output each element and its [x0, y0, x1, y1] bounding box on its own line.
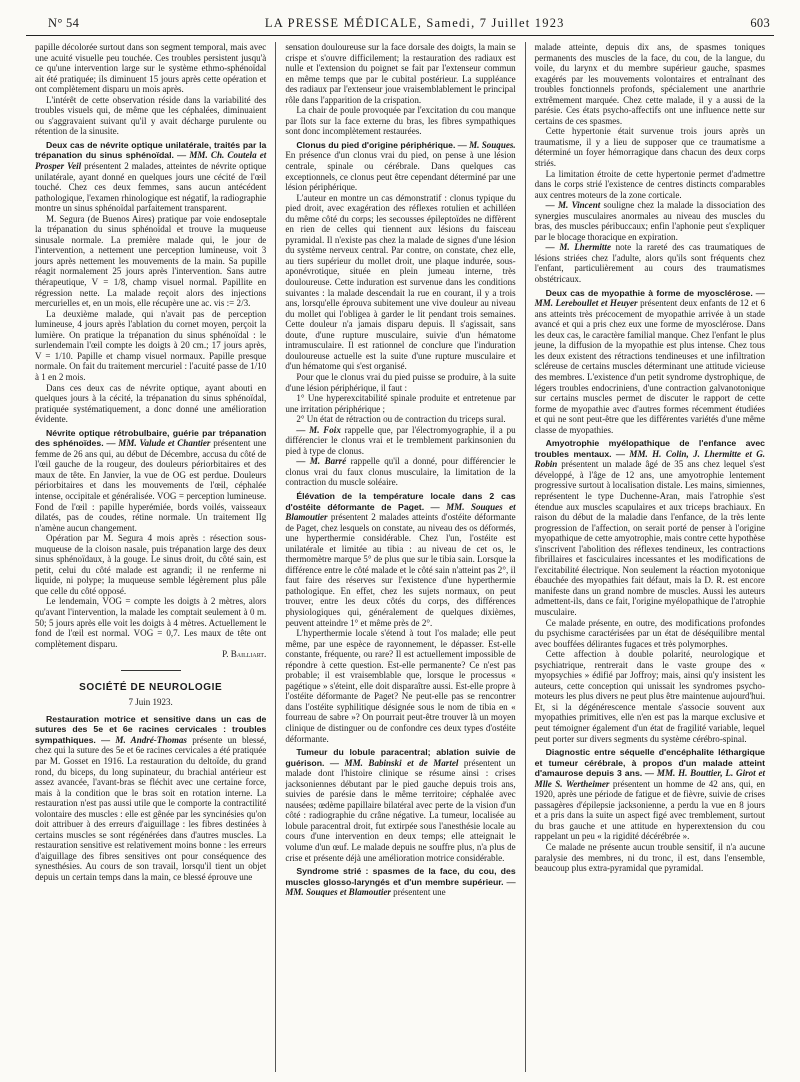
communication-text: présentent une: [393, 887, 446, 898]
society-heading: SOCIÉTÉ DE NEUROLOGIE: [79, 681, 223, 693]
communication-title: Clonus du pied d'origine périphérique.: [296, 139, 456, 150]
communication: [285, 140, 515, 193]
communication-title: Tumeur du lobule paracentral; ablation suivie de guérison.: [285, 747, 516, 768]
paragraph: 2° Un état de rétraction ou de contraction du triceps sural.: [296, 414, 506, 425]
communication-authors: — M. André-Thomas: [101, 734, 187, 745]
paragraph: Pour que le clonus vrai du pied puisse se produire, à la suite d'une lésion périphérique, il faut :: [285, 371, 516, 393]
communication-text: présentent 2 malades atteints d'ostéite déformante de Paget, chez lesquels on constate, au niveau des os déformés, une hyperthermie considérable. Chez l'un, l'ostéite est unilatérale et limitée au tibia : au niveau de cet os, le thermomètre marque 5° de plus que sur le tibia sain. Lorsque la différence entre le côté malade et le côté sain n'atteint pas 2°, il faut faire des réserves sur l'existence d'une hyperthermie pathologique. En effet, chez les sujets normaux, on peut trouver, entre les deux côtés du corps, des différences physiologiques qui, généralement de quelques dixièmes, peuvent atteindre 1° et même près de 2°.: [285, 512, 516, 628]
header-rule: [26, 35, 774, 36]
page-number: 603: [750, 16, 770, 30]
communication-text: présentent deux enfants de 12 et 6 ans atteints très précocement de myopathie arrivée à un stade avancé et qui a pris chez eux une forme de myosclérose. Dans les deux cas, le caractère familial manque. Chez l'enfant le plus jeune, la diffusion de la myopathie est plus intense. Chez tous les deux existent des rétractions tendineuses et une infiltration scléreuse de certains muscles déterminant une attitude vicieuse des membres. L'existence d'un petit syndrome dystrophique, de légers troubles endocriniens, d'une contraction galvanotonique sur certains muscles permet de discuter le rapport de cette forme de myopathie avec d'autres formes récemment étudiées et qui ne sont peut-être que les différentes variétés d'une même classe de myopathies.: [534, 298, 765, 435]
communication-text: présentent une femme de 26 ans qui, au début de Décembre, accusa du côté de l'œil gauche de la rougeur, des douleurs périorbitaires et des maux de tête. En Janvier, la vue de OG est perdue. Douleurs périorbitaires et dans les mouvements de l'œil, céphalée intense, occipitale et généralisée. VOG = perception lumineuse. Fond de l'œil : papille hyperémiée, bords voilés, vaisseaux dilatés, pas de coudes, rétine normale. Un traitement IIg n'amène aucun changement.: [35, 438, 267, 533]
paragraph: Cette affection à double polarité, neurologique et psychiatrique, rentrerait dans le vaste groupe des « myopsychies » édifié par Joffroy; mais, ainsi qu'y insistent les auteurs, cette conception qui unissait les syndromes psycho-moteurs les plus divers ne peut plus être maintenue aujourd'hui. Et, si la dégénérescence mentale s'associe souvent aux myopathies primitives, elle n'en est pas la marque exclusive et peut témoigner également d'un état de fragilité variable, lequel peut porter sur divers segments du système cérébro-spinal.: [534, 649, 765, 744]
remark-text: rappelle que, par l'électromyographie, il a pu différencier le clonus vrai et le tremblement parkinsonien du pied à type de clonus.: [285, 424, 516, 456]
paragraph: 1° Une hyperexcitabilité spinale produite et entretenue par une irritation périphérique ;: [285, 393, 516, 414]
column-middle: [275, 42, 524, 1072]
communication-title: Deux cas de névrite optique unilatérale, traités par la trépanation du sinus sphénoïdal.: [35, 139, 267, 161]
session-date: 7 Juin 1923.: [128, 697, 173, 708]
paragraph: La chair de poule provoquée par l'excitation du cou manque par îlots sur la face externe du bras, les fibres sympathiques sont donc incomplètement restaurées.: [285, 105, 516, 137]
remark: [285, 456, 515, 488]
paragraph: Le lendemain, VOG = compte les doigts à 2 mètres, alors qu'avant l'intervention, la malade les comptait seulement à 0 m. 50; 5 jours après elle voit les doigts à 4 mètres. Actuellement le fond de l'œil est normal. VOG = 0,7. Les maux de tête ont complètement disparu.: [35, 596, 267, 649]
communication: [35, 428, 266, 533]
communication: [35, 140, 266, 214]
section-separator: [121, 670, 181, 671]
communication-authors: — MM. H. Bouttier, L. Girot et Mlle S. Wertheimer: [534, 768, 765, 789]
communication-authors: — MM. Lereboullet et Heuyer: [534, 287, 765, 309]
paragraph: Cette hypertonie était survenue trois jours après un traumatisme, il y a lieu de supposer que ce traumatisme a déterminé un foyer hémorragique dans chacun des deux corps striés.: [534, 126, 765, 169]
communication-title: Amyotrophie myélopathique de l'enfance avec troubles mentaux.: [534, 438, 765, 459]
remark-author: — M. Foix: [296, 424, 341, 435]
issue-number: N° 54: [48, 16, 80, 30]
communication: [535, 747, 765, 842]
communication-authors: — MM. Valude et Chantier: [106, 438, 211, 449]
paragraph: La deuxième malade, qui n'avait pas de perception lumineuse, 4 jours après l'ablation du cornet moyen, perçoit la lumière. On pratique la trépanation du sinus sphénoïdal : le surlendemain l'œil compte les doigts à 20 cm.; 17 jours après, V = 1/10. Papille et champ visuel normaux. Papille presque normale. On fait du traitement mercuriel : l'acuité passe de 1/10 à 1 en 2 mois.: [35, 308, 267, 382]
column-left: [26, 42, 275, 1072]
communication: [535, 288, 765, 436]
remark-author: — M. Lhermitte: [545, 242, 611, 253]
paragraph: Opération par M. Segura 4 mois après : résection sous-muqueuse de la cloison nasale, puis trépanation large des deux sinus sphénoïdaux, à la gouge. Le sinus droit, du côté sain, est petit, celui du côté malade est agrandi; il ne renferme ni liquide, ni polype; la muqueuse semble légèrement plus pâle que celle du côté opposé.: [35, 533, 267, 596]
signature: P. Bailliart.: [222, 649, 267, 660]
text-columns: [26, 42, 774, 1072]
remark-text: note la rareté des cas traumatiques de lésions striées chez l'adulte, alors qu'ils sont fréquents chez l'enfant, particulièrement au cours des traumatismes obstétricaux.: [534, 242, 765, 285]
remark: [535, 200, 765, 242]
communication-title: Deux cas de myopathie à forme de myosclérose.: [545, 287, 753, 298]
paragraph: sensation douloureuse sur la face dorsale des doigts, la main se crispe et s'ouvre difficilement; la restauration des radiaux est nulle et l'extension du poignet se fait par l'extenseur commun en même temps que par le cubital postérieur. La suppléance des radiaux par l'extenseur joue vraisemblablement le principal rôle dans l'apparition de la crispation.: [285, 42, 516, 105]
paragraph: La limitation étroite de cette hypertonie permet d'admettre dans le corps strié l'existence de centres distincts comparables aux centres moteurs de la zone corticale.: [534, 168, 765, 200]
paragraph: L'auteur en montre un cas démonstratif : clonus typique du pied droit, avec exagération des réflexes rotulien et achilléen du même côté du corps; les secousses épileptoïdes ne diffèrent en rien de celles qui tiennent aux lésions du faisceau pyramidal. Il n'existe pas chez la malade de signes d'une lésion du système nerveux central. Par contre, on constate, chez elle, au tiers supérieur du mollet droit, une plaque indurée, sous-aponévrotique, située en plein jumeau interne, très douloureuse. Cette induration est survenue dans les conditions suivantes : la malade descendait la rue en courant, il y a trois ans, lorsqu'elle éprouva subitement une vive douleur au niveau du mollet qui l'obligea à garder le lit pendant trois semaines. Cette douleur n'a jamais disparu depuis. Il s'agissait, sans doute, d'une rupture musculaire, suivie d'un hématome intramusculaire. Il est rationnel de conclure que l'induration douloureuse actuelle est la suite d'une rupture musculaire et d'un hématome qui s'est organisé.: [285, 192, 516, 372]
communication-authors: — MM. Ch. Coutela et Prosper Veil: [35, 150, 267, 172]
communication-text: présentent un homme de 42 ans, qui, en 1920, après une période de fatigue et de fièvre, suivie de crises passagères d'épilepsie jacksonienne, a perdu la vue en 8 jours et a pris dans la suite un aspect figé avec tremblement, surtout du bras gauche et une attitude en hyperextension du cou rappelant un peu « la rigidité décérébrée ».: [534, 778, 765, 842]
communication-authors: — MM. Babinski et de Martel: [329, 757, 459, 768]
remark: [285, 425, 515, 457]
paragraph: L'intérêt de cette observation réside dans la variabilité des troubles visuels qui, de même que les céphalées, diminuaient ou s'aggravaient suivant qu'il y avait décharge purulente ou rétention de la sinusite.: [35, 94, 267, 137]
paragraph: malade atteinte, depuis dix ans, de spasmes toniques permanents des muscles de la face, du cou, de la langue, du voile, du larynx et du membre supérieur gauche, spasmes exagérés par les mouvements volontaires et entraînant des troubles fonctionnels profonds, spécialement une anarthrie extrêmement marquée. Chez cette malade, il y a aussi de la parésie. Ces états psycho-affectifs ont une influence nette sur certains de ces spasmes.: [534, 42, 765, 126]
communication-authors: — MM. Souques et Blamoutier: [285, 876, 516, 898]
remark-author: — M. Barré: [296, 456, 347, 467]
communication-text: présentent un malade âgé de 35 ans chez lequel s'est développé, à l'âge de 12 ans, une amyotrophie lentement progressive surtout à localisation distale. Les mains, simiennes, représentent le type Duchenne-Aran, mais l'atrophie s'est étendue aux muscles scapulaires et aux triceps brachiaux. En raison du début de la maladie dans l'enfance, de la très lente progression de l'affection, on serait porté de penser à l'origine myopathique de cette amyotrophie, mais contre cette hypothèse s'inscrivent l'abolition des réflexes tendineux, les contractions fibrillaires et fasciculaires incessantes et les modifications de l'excitabilité électrique. Non seulement la réaction myotonique ébauchée des myopathies fait défaut, mais la D. R. est encore manifeste dans un grand nombre de muscles. Aussi les auteurs admettent-ils, dans ce fait, l'origine myélopathique de l'atrophie musculaire.: [534, 459, 765, 617]
communication-text: présente un blessé, chez qui la suture des 5e et 6e racines cervicales a été pratiquée par M. Gosset en 1916. La restauration du deltoïde, du grand rond, du biceps, du long supinateur, du brachial antérieur est assez avancée, l'avant-bras se fléchit avec une certaine force, mais à la condition que le bras soit en rotation interne. La restauration n'est pas aussi utile que le comporte la contractilité volontaire des muscles : elle est gênée par les syncinésies qu'on doit attribuer à des erreurs d'aiguillage : les fibres destinées à certains muscles se sont régénérées dans d'autres muscles. La restauration sensitive est relativement moins bonne : les erreurs d'aiguillage des fibres sensitives ont pour conséquence des synesthésies. Au cours de son travail, lorsqu'il tient un objet depuis un certain temps dans la main, ce blessé éprouve une: [35, 734, 267, 883]
communication-text: présentent 2 malades, atteintes de névrite optique unilatérale, ayant donné en quelques jours une cécité de l'œil touché. Chez ces deux femmes, sans aucun antécédent pathologique, l'examen rhinologique est négatif, la radiographie montre un sinus sphénoïdal parfaitement transparent.: [35, 161, 267, 214]
communication-text: présentent un malade dont l'histoire clinique se résume ainsi : crises jacksoniennes débutant par le pied gauche depuis trois ans, suivies de parésie dans le même territoire; céphalée avec nausées; œdème papillaire bilatéral avec perte de la vision d'un côté : radiographie du crâne négative. La tumeur, localisée au lobule paracentral droit, fut extirpée sous l'anesthésie locale au cours d'une intervention en deux temps; elle atteignait le volume d'un œuf. Le malade depuis ne souffre plus, n'a plus de crise et présente déjà une amélioration motrice considérable.: [285, 757, 516, 863]
communication-text: En présence d'un clonus vrai du pied, on pense à une lésion centrale, spinale ou cérébrale. Dans quelques cas exceptionnels, ce clonus peut être cependant déterminé par une lésion périphérique.: [285, 150, 516, 193]
paragraph: Ce malade présente, en outre, des modifications profondes du psychisme caractérisées par un état de déséquilibre mental avec bouffées délirantes fugaces et très polymorphes.: [534, 617, 765, 649]
communication: [285, 866, 515, 898]
running-head: [26, 16, 774, 35]
paragraph: M. Segura (de Buenos Aires) pratique par voie endoseptale la trépanation du sinus sphénoïdal et trouve la muqueuse sinusale normale. La première malade qui, le jour de l'intervention, a nettement une perception lumineuse, voit 3 jours après nettement les mouvements de la main. Sa pupille réagit normalement 25 jours après l'intervention. Sans autre thérapeutique, V = 1/8, champ visuel normal. Papillite en régression nette. La malade reçoit alors des injections mercurielles et, en un mois, elle récupère une ac. vis := 2/3.: [35, 213, 267, 309]
communication-title: Élévation de la température locale dans 2 cas d'ostéite déformante de Paget.: [285, 490, 516, 512]
communication-title: Restauration motrice et sensitive dans un cas de sutures des 5e et 6e racines cervicales : troubles sympathiques.: [35, 713, 267, 745]
communication-authors: — M. Souques.: [457, 139, 516, 150]
column-right: [525, 42, 774, 1072]
paragraph: L'hyperthermie locale s'étend à tout l'os malade; elle peut même, par une espèce de rayonnement, le dépasser. Est-elle constante, fréquente, ou rare? Il est actuellement impossible de répondre à cette question. Est-elle permanente? Ce n'est pas probable; il est vraisemblable que, lorsque le processus « pagétique » s'éteint, elle doit disparaître aussi. Est-elle propre à l'ostéite déformante de Paget? Ne peut-elle pas se rencontrer dans l'ostéite syphilitique désignée sous le nom de tibia en « fourreau de sabre »? On pourrait peut-être trouver là un moyen clinique de distinguer ou de confondre ces deux types d'ostéite déformante.: [285, 628, 516, 744]
communication-authors: — MM. Souques et Blamoutier: [285, 501, 516, 523]
communication: [535, 438, 765, 617]
paragraph: Dans ces deux cas de névrite optique, ayant abouti en quelques jours à la cécité, la trépanation du sinus sphénoïdal, pratiquée systématiquement, a donc donné une amélioration évidente.: [35, 382, 267, 425]
journal-title: LA PRESSE MÉDICALE, Samedi, 7 Juillet 1923: [264, 16, 565, 30]
communication-title: Syndrome strié : spasmes de la face, du cou, des muscles glosso-laryngés et d'un membre supérieur.: [285, 866, 516, 887]
communication: [285, 491, 515, 628]
communication: [285, 747, 515, 863]
remark-author: — M. Vincent: [545, 200, 601, 211]
communication: [35, 714, 266, 883]
communication-authors: — MM. H. Colin, J. Lhermitte et G. Robin: [534, 448, 766, 470]
remark: [535, 242, 765, 284]
communication-title: Diagnostic entre séquelle d'encéphalite léthargique et tumeur cérébrale, à propos d'un malade atteint d'amaurose depuis 3 ans.: [534, 747, 765, 779]
remark-text: souligne chez la malade la dissociation des synergies musculaires anormales au niveau des muscles du bras, des muscles péribuccaux; enfin l'aphonie peut s'expliquer par le blocage thoracique en expiration.: [534, 200, 765, 242]
communication-title: Névrite optique rétrobulbaire, guérie par trépanation des sphénoïdes.: [35, 427, 267, 449]
remark-text: rappelle qu'il a donné, pour différencier le clonus vrai du faux clonus musculaire, la limitation de la contraction du muscle soléaire.: [285, 456, 516, 488]
paragraph: papille décolorée surtout dans son segment temporal, mais avec une acuité visuelle peu touchée. Ces troubles persistent jusqu'à ce qu'une intervention large sur le système ethmo-sphénoïdal ait été pratiquée; ils diminuent 15 jours après cette opération et ont complètement disparu un mois après.: [35, 42, 267, 95]
paragraph: Ce malade ne présente aucun trouble sensitif, il n'a aucune paralysie des membres, ni du tronc, il est, dans l'ensemble, beaucoup plus extra-pyramidal que pyramidal.: [534, 842, 765, 874]
